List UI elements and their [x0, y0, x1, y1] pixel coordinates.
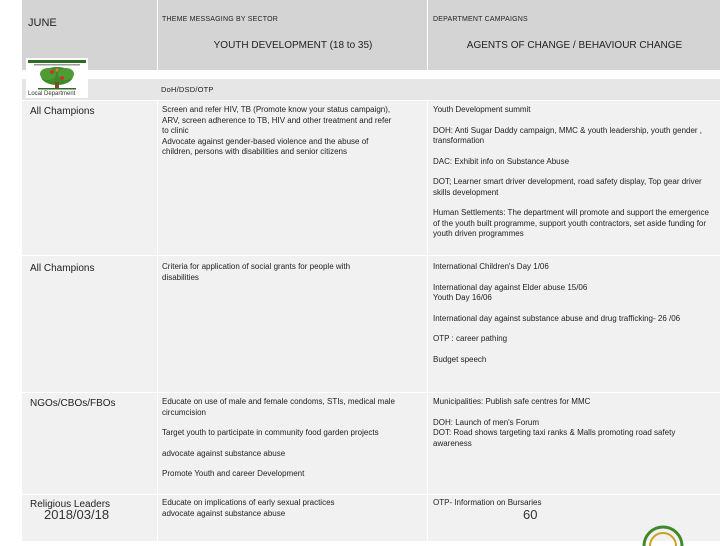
theme-item: Promote Youth and career Development — [162, 469, 305, 478]
campaign-header-subtitle: AGENTS OF CHANGE / BEHAVIOUR CHANGE — [466, 40, 683, 51]
theme-item: Educate on implications of early sexual practices — [162, 498, 335, 507]
month-label: JUNE — [28, 17, 57, 29]
theme-cell — [157, 393, 427, 495]
campaign-header-title: DEPARTMENT CAMPAIGNS — [433, 16, 528, 23]
table-row — [22, 494, 720, 541]
campaign-item: International day against substance abuse and drug trafficking- 26 /06 — [433, 313, 681, 323]
campaign-item: DOH: Launch of men's Forum — [433, 417, 540, 427]
theme-item: Criteria for application of social grants for people with disabilities — [162, 262, 351, 282]
campaign-item: DOT; Learner smart driver development, road safety display, Top gear driver skills development — [433, 177, 702, 197]
theme-cell — [157, 495, 427, 541]
table-row — [22, 255, 720, 393]
theme-cell — [157, 101, 427, 256]
theme-item: Educate on use of male and female condoms, STIs, medical male circumcision — [162, 397, 396, 417]
sector-label: NGOs/CBOs/FBOs — [30, 398, 116, 409]
campaign-cell — [427, 101, 720, 256]
campaign-item: International Children's Day 1/06 — [433, 262, 549, 271]
corner-emblem-icon — [640, 522, 686, 546]
theme-item: Target youth to participate in community food garden projects — [162, 428, 379, 437]
campaign-item: Youth Development summit — [433, 105, 531, 114]
table-row — [22, 392, 720, 495]
campaign-cell — [427, 393, 720, 495]
campaign-item: Youth Day 16/06 — [433, 293, 492, 302]
theme-header-title: THEME MESSAGING BY SECTOR — [162, 16, 278, 23]
campaign-item: International day against Elder abuse 15/06 — [433, 282, 588, 292]
campaign-item: Human Settlements: The department will promote and support the emergence of the youth built programme, support youth contractors, set aside funding for youth driven programmes — [433, 208, 709, 238]
page-number: 60 — [523, 507, 538, 522]
sector-label: All Champions — [30, 263, 95, 274]
sector-cell — [22, 101, 157, 256]
campaign-item: OTP : career pathing — [433, 334, 508, 343]
sector-label: All Champions — [30, 106, 95, 117]
theme-header-cell — [157, 0, 427, 70]
theme-item: advocate against substance abuse — [162, 448, 286, 458]
theme-item: Advocate against gender-based violence and the abuse of children, persons with disabilities and senior citizens — [162, 136, 369, 156]
sector-cell — [22, 393, 157, 495]
department-logo — [26, 58, 88, 98]
campaign-item: DOH: Anti Sugar Daddy campaign, MMC & youth leadership, youth gender , transformation — [433, 125, 703, 145]
campaign-item: OTP- Information on Bursaries — [433, 498, 542, 507]
theme-header-subtitle: YOUTH DEVELOPMENT (18 to 35) — [213, 40, 373, 51]
campaign-item: Municipalities: Publish safe centres for MMC — [433, 397, 591, 406]
theme-item: Screen and refer HIV, TB (Promote know your status campaign), ARV, screen adherence to TB, HIV and other treatment and refer to clinic — [162, 105, 392, 135]
departments-band — [22, 79, 720, 100]
campaign-item: DOT: Road shows targeting taxi ranks & Malls promoting road safety awareness — [433, 428, 676, 448]
departments-label: DoH/DSD/OTP — [161, 85, 214, 94]
table-row — [22, 100, 720, 256]
sector-cell — [22, 256, 157, 393]
sector-label: Religious Leaders — [30, 499, 111, 510]
campaign-item: Budget speech — [433, 354, 487, 364]
theme-cell — [157, 256, 427, 393]
footer-date: 2018/03/18 — [44, 507, 110, 522]
theme-item: advocate against substance abuse — [162, 508, 286, 518]
header-row — [22, 0, 720, 70]
logo-caption: Local Department — [28, 91, 76, 97]
campaign-item: DAC: Exhibit info on Substance Abuse — [433, 156, 570, 166]
campaign-header-cell — [427, 0, 720, 70]
campaign-cell — [427, 256, 720, 393]
